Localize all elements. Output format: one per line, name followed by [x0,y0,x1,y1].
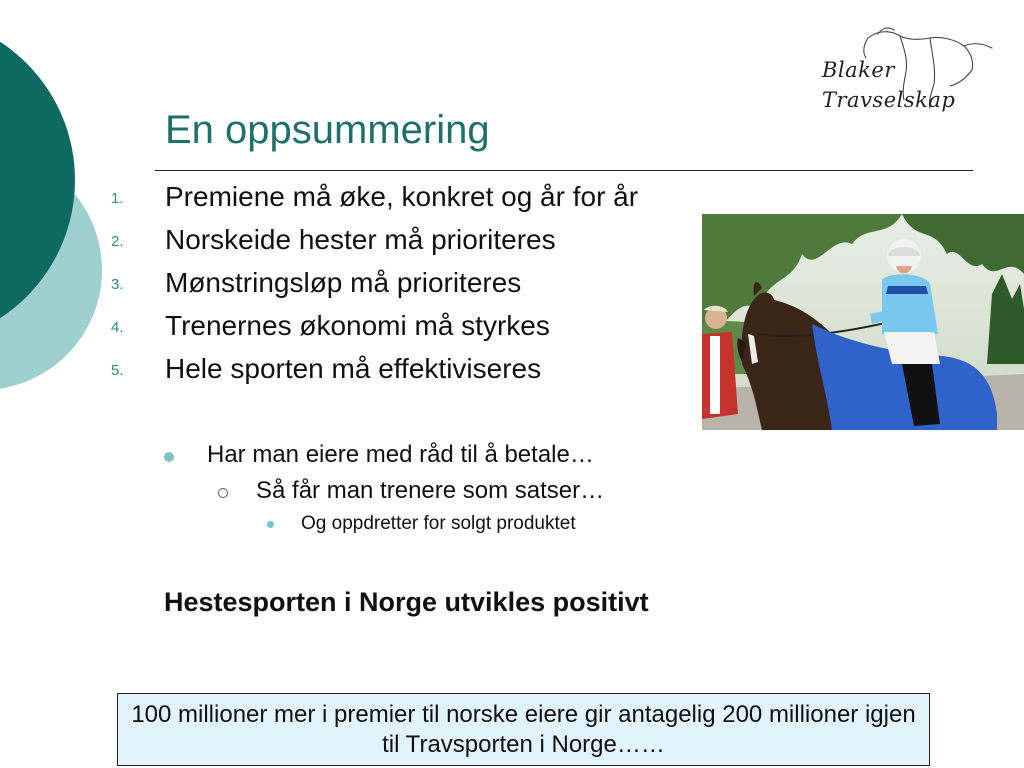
logo-text-line1: Blaker [822,58,895,82]
list-number: 2. [111,233,124,250]
slide-title: En oppsummering [165,108,490,152]
filled-bullet-icon [267,521,274,528]
summary-statement: Hestesporten i Norge utvikles positivt [164,587,649,617]
harness-racing-photo [702,214,1024,430]
bullet-level2-text: Så får man trenere som satser… [256,477,605,504]
list-item-text: Norskeide hester må prioriteres [165,224,556,255]
list-item-text: Premiene må øke, konkret og år for år [165,181,639,212]
title-divider [155,170,973,171]
hollow-bullet-icon [218,488,228,498]
list-item-text: Hele sporten må effektiviseres [165,353,542,384]
bullet-level3-text: Og oppdretter for solgt produktet [301,513,576,534]
list-number: 3. [111,276,124,293]
logo-text-line2: Travselskap [822,88,956,112]
list-number: 4. [111,319,124,336]
list-number: 5. [111,362,124,379]
blaker-travselskap-logo [808,26,998,126]
bullet-level1-text: Har man eiere med råd til å betale… [207,441,594,468]
callout-text: 100 millioner mer i premier til norske eiere gir antagelig 200 millioner igjen til Travsporten i Norge…… [131,700,916,758]
callout-box [117,693,930,766]
list-item-text: Mønstringsløp må prioriteres [165,267,522,298]
list-number: 1. [111,190,124,207]
filled-bullet-icon [164,452,174,462]
list-item-text: Trenernes økonomi må styrkes [165,310,550,341]
